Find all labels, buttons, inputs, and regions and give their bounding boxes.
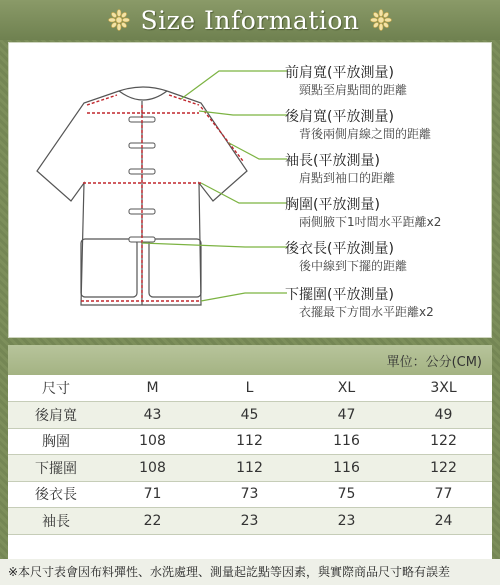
shirt-diagram — [9, 43, 493, 339]
table-cell: 108 — [104, 455, 201, 482]
leader-lines — [142, 71, 287, 301]
table-cell: 71 — [104, 481, 201, 508]
table-cell: 47 — [298, 402, 395, 429]
table-row — [8, 428, 492, 455]
header-banner — [0, 0, 500, 40]
label-back-length-desc: 後中線到下擺的距離 — [299, 259, 408, 273]
unit-label: 單位：公分(CM) — [386, 354, 482, 370]
table-header-row — [8, 375, 492, 402]
label-back-shoulder: 後肩寬(平放測量) — [285, 109, 394, 125]
table-cell: 49 — [395, 402, 492, 429]
table-header-cell: XL — [298, 375, 395, 402]
disclaimer-note: ※本尺寸表會因布料彈性、水洗處理、測量起訖點等因素，與實際商品尺寸略有誤差 — [0, 559, 500, 585]
label-sleeve-desc: 肩點到袖口的距離 — [299, 171, 396, 185]
table-cell: 45 — [201, 402, 298, 429]
label-chest-desc: 兩側腋下1吋間水平距離x2 — [299, 215, 442, 229]
measurement-lines — [81, 95, 243, 301]
flower-ornament-icon — [370, 9, 392, 31]
table-header-cell: M — [104, 375, 201, 402]
table-cell: 112 — [201, 428, 298, 455]
table-cell: 22 — [104, 508, 201, 535]
table-cell: 43 — [104, 402, 201, 429]
unit-label-row — [8, 345, 492, 375]
table-cell: 袖長 — [8, 508, 104, 535]
table-row — [8, 508, 492, 535]
page-title: Size Information — [140, 5, 360, 35]
size-table — [8, 375, 492, 535]
label-sleeve: 袖長(平放測量) — [285, 153, 380, 169]
table-header-cell: 3XL — [395, 375, 492, 402]
table-cell: 116 — [298, 455, 395, 482]
measure-labels — [285, 65, 441, 319]
label-hem-desc: 衣擺最下方間水平距離x2 — [299, 305, 434, 319]
size-table-panel — [8, 345, 492, 559]
table-cell: 後肩寬 — [8, 402, 104, 429]
table-cell: 112 — [201, 455, 298, 482]
label-back-shoulder-desc: 背後兩側肩線之間的距離 — [299, 127, 432, 141]
label-hem: 下擺圍(平放測量) — [285, 287, 394, 303]
table-cell: 73 — [201, 481, 298, 508]
table-cell: 122 — [395, 428, 492, 455]
table-cell: 108 — [104, 428, 201, 455]
table-cell: 下擺圍 — [8, 455, 104, 482]
table-cell: 23 — [201, 508, 298, 535]
table-row — [8, 481, 492, 508]
table-row — [8, 455, 492, 482]
table-cell: 75 — [298, 481, 395, 508]
measurement-diagram — [8, 42, 492, 338]
table-cell: 23 — [298, 508, 395, 535]
label-front-shoulder-desc: 頸點至肩點間的距離 — [299, 83, 408, 97]
table-cell: 24 — [395, 508, 492, 535]
table-cell: 後衣長 — [8, 481, 104, 508]
table-header-cell: L — [201, 375, 298, 402]
table-header-cell: 尺寸 — [8, 375, 104, 402]
table-cell: 116 — [298, 428, 395, 455]
label-back-length: 後衣長(平放測量) — [285, 241, 394, 257]
flower-ornament-icon — [108, 9, 130, 31]
label-front-shoulder: 前肩寬(平放測量) — [285, 65, 394, 81]
table-cell: 77 — [395, 481, 492, 508]
label-chest: 胸圍(平放測量) — [285, 197, 380, 213]
table-cell: 122 — [395, 455, 492, 482]
table-row — [8, 402, 492, 429]
table-cell: 胸圍 — [8, 428, 104, 455]
